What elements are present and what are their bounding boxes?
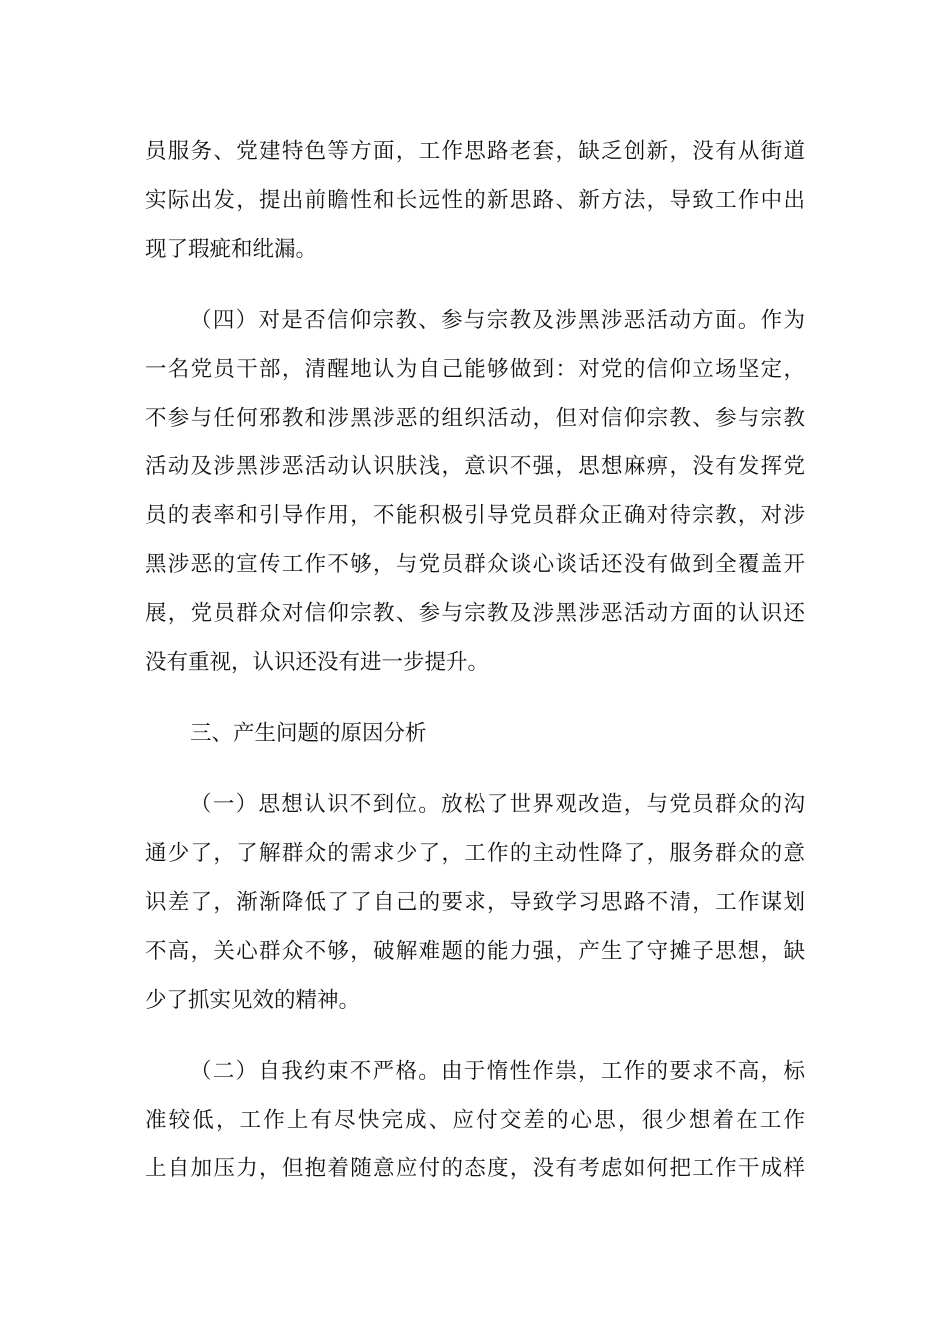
text-line: 员的表率和引导作用，不能积极引导党员群众正确对待宗教，对涉: [145, 503, 805, 528]
text-line: 不高，关心群众不够，破解难题的能力强，产生了守摊子思想，缺: [145, 939, 805, 964]
text-line: 展，党员群众对信仰宗教、参与宗教及涉黑涉恶活动方面的认识还: [145, 601, 805, 626]
text-line: 准较低，工作上有尽快完成、应付交差的心思，很少想着在工作: [145, 1108, 805, 1133]
text-line: 一名党员干部，清醒地认为自己能够做到：对党的信仰立场坚定，: [145, 357, 805, 382]
text-line: 识差了，渐渐降低了了自己的要求，导致学习思路不清，工作谋划: [145, 890, 805, 915]
text-line: （一）思想认识不到位。放松了世界观改造，与党员群众的沟: [190, 792, 805, 817]
text-line: 实际出发，提出前瞻性和长远性的新思路、新方法，导致工作中出: [145, 188, 805, 213]
text-line: 上自加压力，但抱着随意应付的态度，没有考虑如何把工作干成样: [145, 1156, 805, 1181]
text-line: （四）对是否信仰宗教、参与宗教及涉黑涉恶活动方面。作为: [190, 308, 805, 333]
text-line: 通少了，了解群众的需求少了，工作的主动性降了，服务群众的意: [145, 841, 805, 866]
text-line: 活动及涉黑涉恶活动认识肤浅，意识不强，思想麻痹，没有发挥党: [145, 454, 805, 479]
text-line: 员服务、党建特色等方面，工作思路老套，缺乏创新，没有从街道: [145, 139, 805, 164]
text-line: 没有重视，认识还没有进一步提升。: [145, 650, 490, 675]
text-line: 现了瑕疵和纰漏。: [145, 237, 318, 262]
text-line: 少了抓实见效的精神。: [145, 988, 361, 1013]
text-line: 不参与任何邪教和涉黑涉恶的组织活动，但对信仰宗教、参与宗教: [145, 406, 805, 431]
section-heading: 三、产生问题的原因分析: [190, 721, 427, 746]
text-line: （二）自我约束不严格。由于惰性作祟，工作的要求不高，标: [190, 1059, 805, 1084]
text-line: 黑涉恶的宣传工作不够，与党员群众谈心谈话还没有做到全覆盖开: [145, 552, 805, 577]
